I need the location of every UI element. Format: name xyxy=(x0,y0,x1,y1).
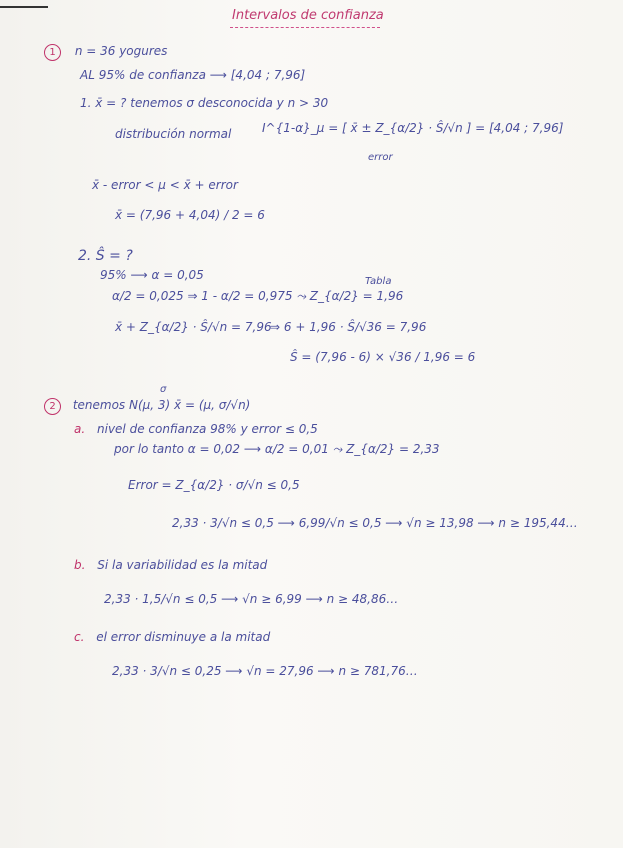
part-a-error-inequality: Error = Z_{α/2} · σ/√n ≤ 0,5 xyxy=(128,478,300,492)
part-b-line-1 xyxy=(74,558,267,572)
normal-distribution-label: distribución normal xyxy=(115,127,232,141)
part-a-statement: nivel de confianza 98% y error ≤ 0,5 xyxy=(97,422,318,436)
top-rule-line xyxy=(0,6,48,8)
part-c-solution: 2,33 · 3/√n ≤ 0,25 ⟶ √n = 27,96 ⟶ n ≥ 781,76… xyxy=(112,664,418,678)
part-c-statement: el error disminuye a la mitad xyxy=(96,630,271,644)
part-b-statement: Si la variabilidad es la mitad xyxy=(97,558,268,572)
part-a-alpha-line: por lo tanto α = 0,02 ⟶ α/2 = 0,01 ⤳ Z_{α/2} = 2,33 xyxy=(114,442,440,456)
mean-calculation: x̄ = (7,96 + 4,04) / 2 = 6 xyxy=(115,208,265,222)
sigma-annotation: σ xyxy=(160,384,167,395)
question-1-line: 1. x̄ = ? tenemos σ desconocida y n > 30 xyxy=(80,96,329,110)
error-annotation: error xyxy=(368,152,393,163)
alpha-line: 95% ⟶ α = 0,05 xyxy=(100,268,204,282)
z-value-line: α/2 = 0,025 ⇒ 1 - α/2 = 0,975 ⤳ Z_{α/2} = 1,96 xyxy=(112,289,404,303)
question-2-line: 2. Ŝ = ? xyxy=(78,248,133,264)
part-a-line-1 xyxy=(74,422,318,436)
section-1-header xyxy=(44,44,167,61)
interval-formula: I^{1-α}_μ = [ x̄ ± Z_{α/2} · Ŝ/√n ] = [4,04 ; 7,96] xyxy=(262,121,564,135)
part-a-letter: a. xyxy=(74,422,86,436)
part-a-solution: 2,33 · 3/√n ≤ 0,5 ⟶ 6,99/√n ≤ 0,5 ⟶ √n ≥ 13,98 ⟶ n ≥ 195,44… xyxy=(172,516,578,530)
part-c-letter: c. xyxy=(74,630,85,644)
part-b-solution: 2,33 · 1,5/√n ≤ 0,5 ⟶ √n ≥ 6,99 ⟶ n ≥ 48,86… xyxy=(104,592,399,606)
section-2-number: 2 xyxy=(44,398,61,415)
title-underline xyxy=(230,27,380,28)
table-note: Tabla xyxy=(365,276,392,287)
section-2-header xyxy=(44,398,250,415)
part-b-letter: b. xyxy=(74,558,86,572)
s-hat-result: Ŝ = (7,96 - 6) × √36 / 1,96 = 6 xyxy=(290,350,476,364)
section-1-number: 1 xyxy=(44,44,61,61)
normal-distribution-given: tenemos N(μ, 3) x̄ = (μ, σ/√n) xyxy=(72,398,251,412)
page-title: Intervalos de confianza xyxy=(232,8,384,23)
upper-bound-substitution: ⇒ 6 + 1,96 · Ŝ/√36 = 7,96 xyxy=(270,320,427,334)
part-c-line-1 xyxy=(74,630,270,644)
confidence-interval-given: AL 95% de confianza ⟶ [4,04 ; 7,96] xyxy=(80,68,306,82)
sample-size-text: n = 36 yogures xyxy=(74,44,168,58)
upper-bound-equation: x̄ + Z_{α/2} · Ŝ/√n = 7,96 xyxy=(115,320,272,334)
error-inequality: x̄ - error < μ < x̄ + error xyxy=(92,178,238,192)
